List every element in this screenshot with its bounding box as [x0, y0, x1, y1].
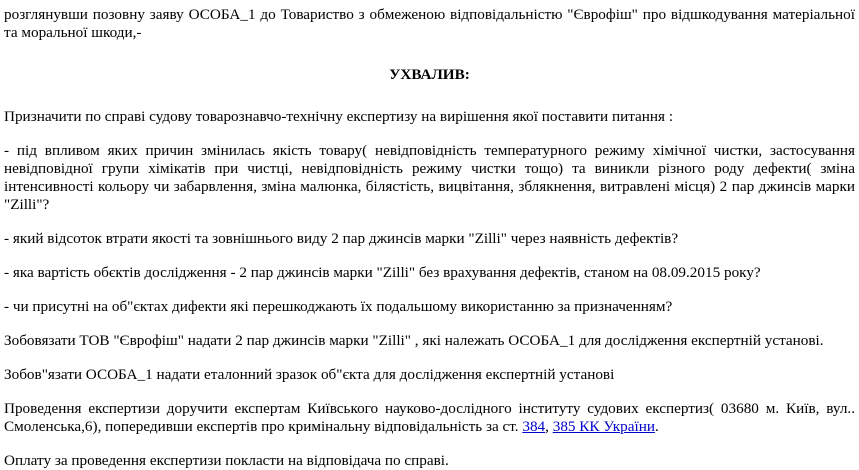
- assignment-paragraph: [4, 400, 855, 436]
- obligation-company: Зобовязати ТОВ "Єврофіш" надати 2 пар джинсів марки "Zilli" , які належать ОСОБА_1 для дослідження експертній установі.: [4, 332, 824, 349]
- question-4: - чи присутні на об"єктах дифекти які перешкоджають їх подальшому використанню за призначенням?: [4, 298, 673, 315]
- assignment-text: Проведення експертизи доручити експертам Київського науково-дослідного інституту судових експертиз( 03680 м. Київ, вул.. Смоленська,6), попередивши експертів про кримінальну відповідальність за ст.: [4, 400, 855, 435]
- link-separator: ,: [545, 418, 553, 435]
- question-1: - під впливом яких причин змінилась якість товару( невідповідність температурного режиму хімічної чистки, застосування невідповідної групи хімікатів при чистці, невідповідність режиму чистки тощо) та виникли різного роду дефекти( зміна інтенсивності кольору чи забарвлення, зміна малюнка, білястість, вицвітання, зблякнення, витравлені місця) 2 пар джинсів марки "Zilli"?: [4, 142, 855, 213]
- question-3: - яка вартість обєктів дослідження - 2 пар джинсів марки "Zilli" без врахування дефектів, станом на 08.09.2015 року?: [4, 264, 761, 281]
- obligation-person: Зобов"язати ОСОБА_1 надати еталонний зразок об"єкта для дослідження експертній установі: [4, 366, 615, 383]
- article-385-link[interactable]: 385 КК України: [552, 418, 655, 435]
- expertise-paragraph: Призначити по справі судову товарознавчо-технічну експертизу на вирішення якої поставити питання :: [4, 108, 674, 125]
- assignment-end: .: [654, 418, 659, 435]
- decision-heading: УХВАЛИВ:: [389, 66, 470, 83]
- question-2: - який відсоток втрати якості та зовнішнього виду 2 пар джинсів марки "Zilli" через наявність дефектів?: [4, 230, 679, 247]
- payment-paragraph: Оплату за проведення експертизи покласти на відповідача по справі.: [4, 452, 449, 469]
- article-384-link[interactable]: 384: [522, 418, 546, 435]
- intro-paragraph: розглянувши позовну заяву ОСОБА_1 до Товариство з обмеженою відповідальністю "Єврофіш" про відшкодування матеріальної та моральної шкоди,-: [4, 6, 855, 41]
